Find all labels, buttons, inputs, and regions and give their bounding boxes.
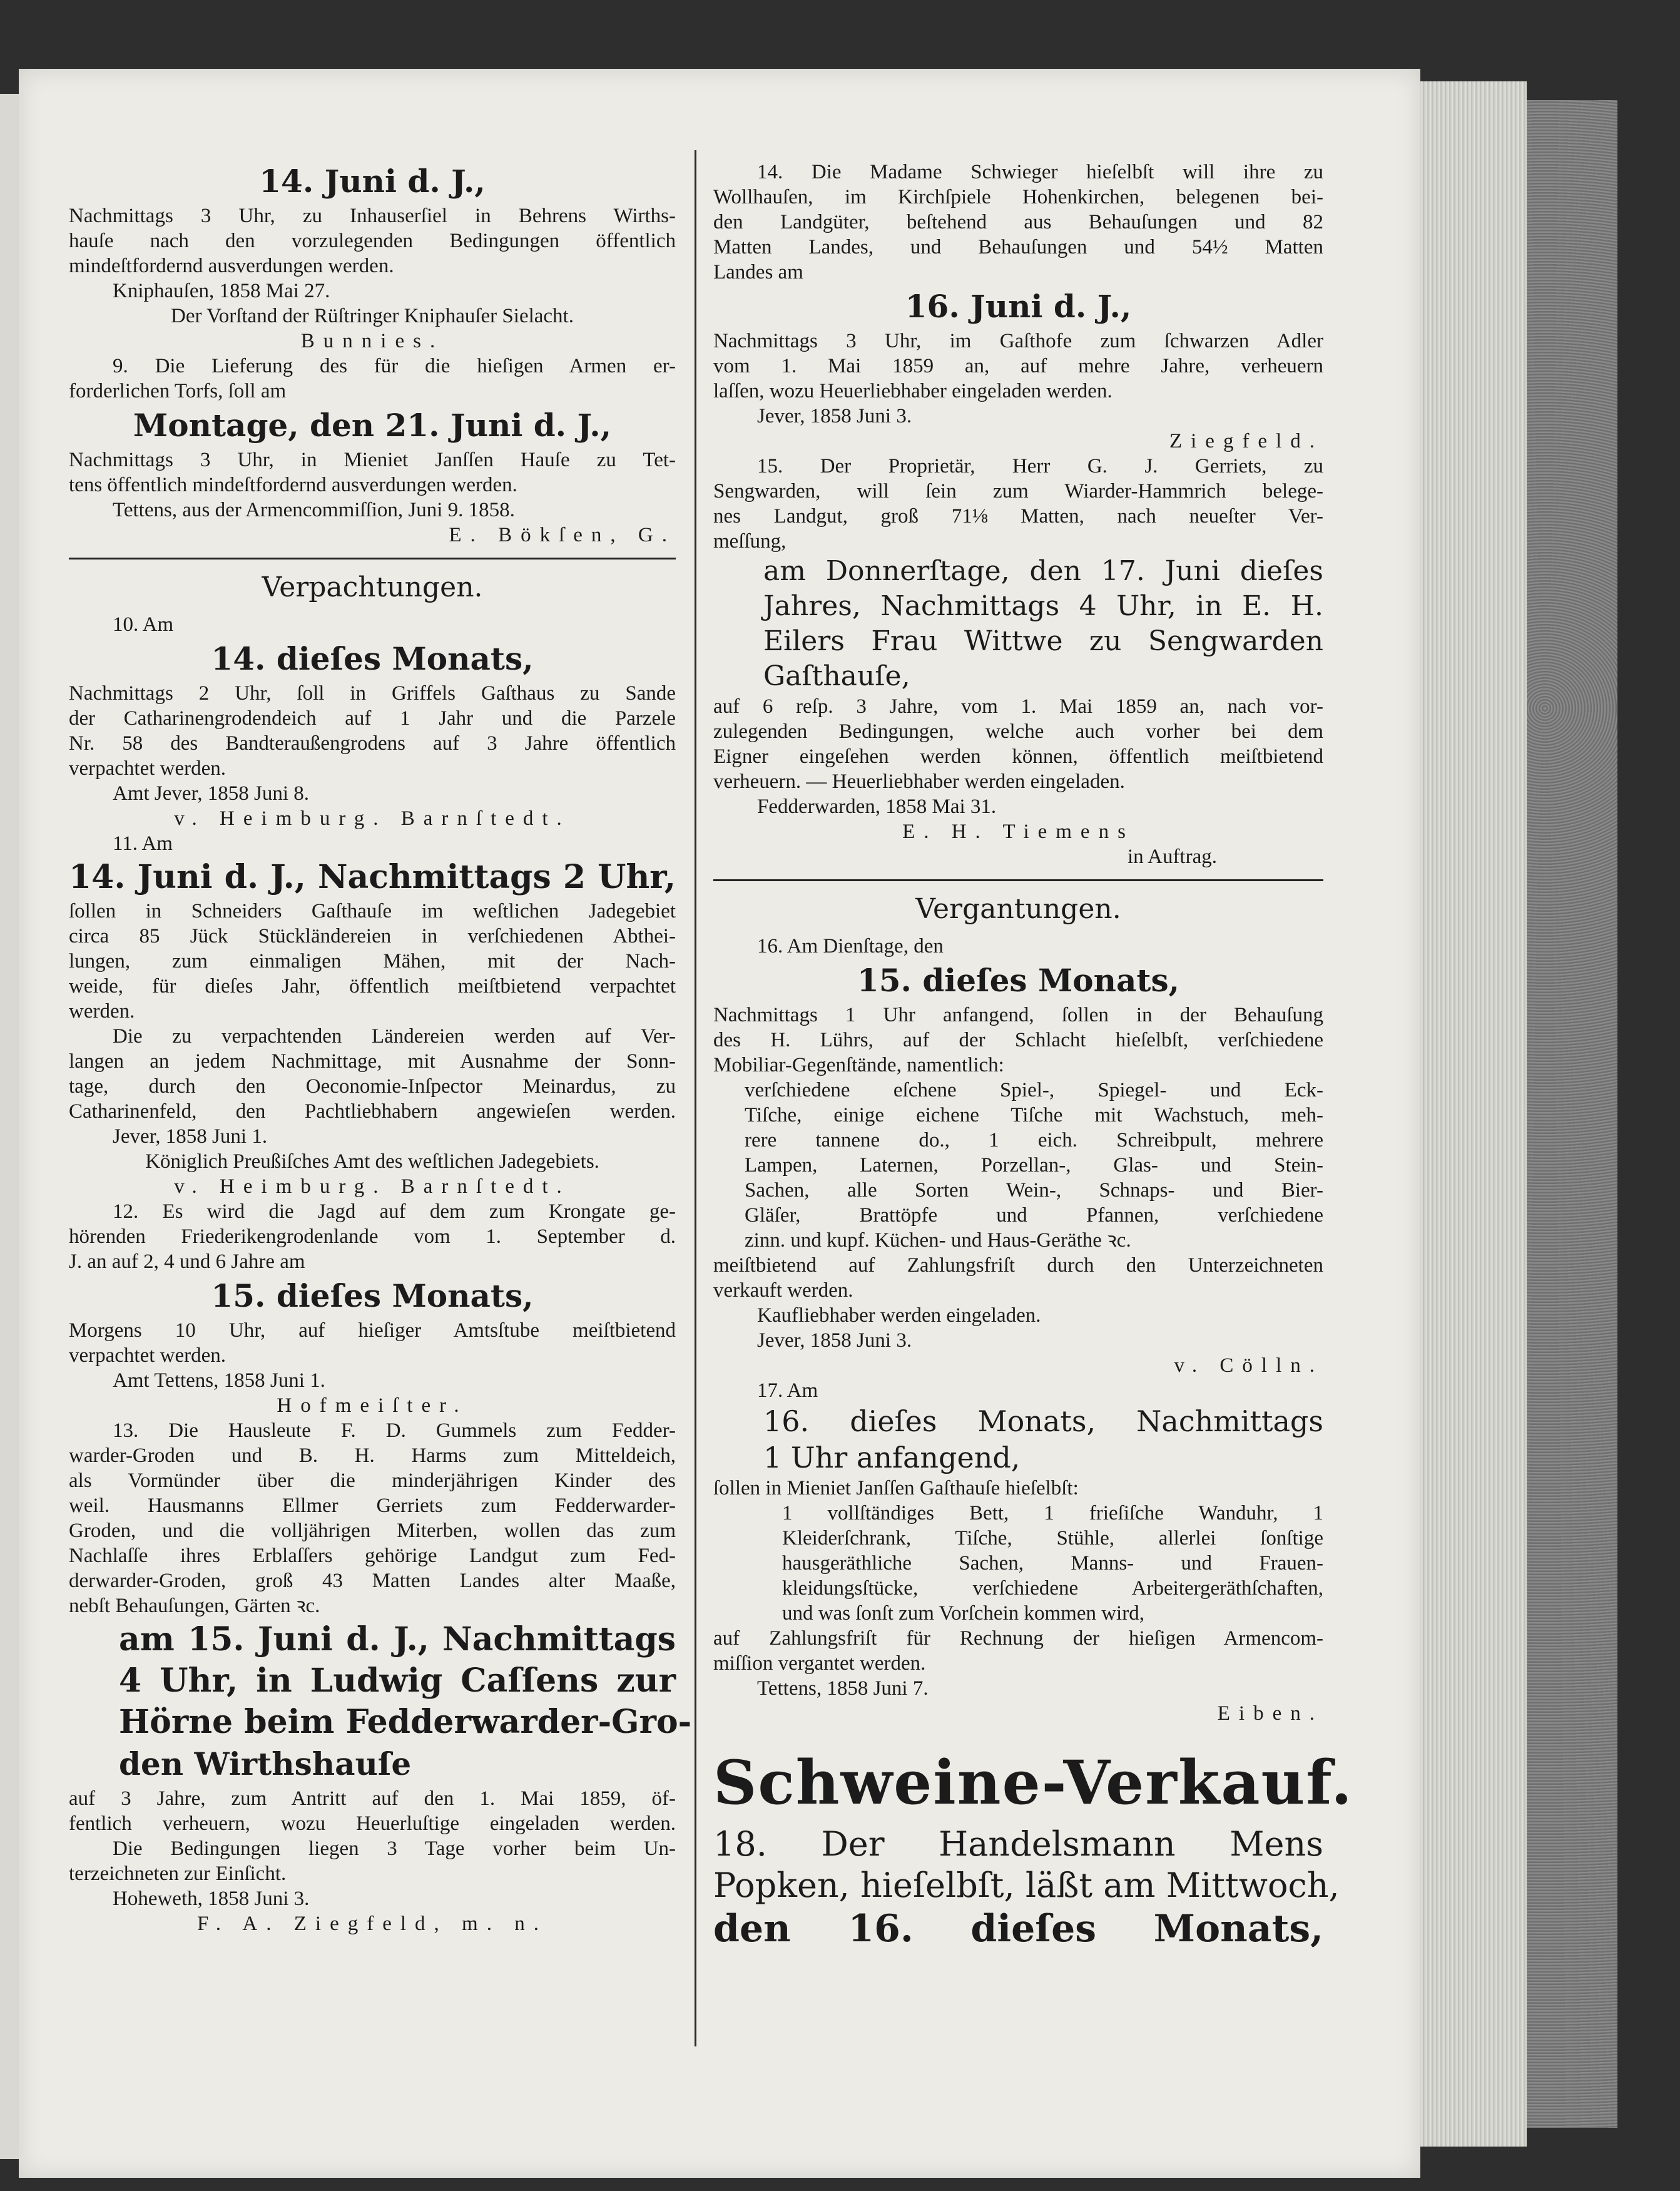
notice-date-heading: Gaſthauſe, [763,660,910,692]
text-line: Gläſer, Brattöpfe und Pfannen, verſchiedene [745,1204,1323,1227]
text-line: verpachtet werden. [69,1344,227,1367]
text-line: zinn. und kupf. Küchen- und Haus-Geräthe ꝛc. [745,1229,1131,1252]
notice-date-heading: Hörne beim Fedderwarder-Gro- [119,1703,692,1741]
text-line: laſſen, wozu Heuerliebhaber eingeladen werden. [713,380,1112,402]
text-line: Tettens, aus der Armencommiſſion, Juni 9. 1858. [113,499,515,521]
section-title: Vergantungen. [915,893,1121,925]
advertisement-banner: Schweine-Verkauf. [713,1747,1353,1818]
text-line: Matten Landes, und Behauſungen und 54½ Matten [713,236,1323,258]
text-line: Sengwarden, will ſein zum Wiarder-Hammrich belege- [713,480,1323,503]
text-line: rere tannene do., 1 eich. Schreibpult, mehrere [745,1129,1323,1152]
signature: v. Cölln. [1174,1354,1323,1377]
text-line: Tiſche, einige eichene Tiſche mit Wachstuch, meh- [745,1104,1323,1126]
text-line: verkauft werden. [713,1279,853,1302]
text-line: 10. Am [113,613,174,636]
text-line: Wollhauſen, im Kirchſpiele Hohenkirchen, belegenen bei- [713,186,1323,208]
text-line: Morgens 10 Uhr, auf hieſiger Amtsſtube meiſtbietend [69,1319,676,1342]
left-column [69,160,692,1936]
text-line: Königlich Preußiſches Amt des weſtlichen Jadegebiets. [145,1150,599,1173]
text-line: Nachlaſſe ihres Erblaſſers gehörige Landgut zum Fed- [69,1545,676,1567]
notice-date-heading: den Wirthshauſe [119,1745,412,1782]
text-line: Nr. 58 des Bandteraußengrodens auf 3 Jahre öffentlich [69,732,676,755]
notice-date-heading: Eilers Frau Wittwe zu Sengwarden [763,625,1323,657]
advertisement-line: den 16. dieſes Monats, [713,1907,1323,1951]
signature: Eiben. [1217,1702,1323,1725]
notice-date-heading: 15. dieſes Monats, [857,962,1180,999]
text-line: Amt Tettens, 1858 Juni 1. [113,1369,325,1392]
text-line: als Vormünder über die minderjährigen Kinder des [69,1469,676,1492]
text-line: zulegenden Bedingungen, welche auch vorher bei dem [713,720,1323,743]
text-line: Lampen, Laternen, Porzellan-, Glas- und Stein- [745,1154,1323,1177]
text-line: Hoheweth, 1858 Juni 3. [113,1887,310,1910]
text-line: den Landgüter, beſtehend aus Behauſungen und 82 [713,211,1323,233]
text-line: kleidungsſtücke, verſchiedene Arbeitergeräthſchaften, [782,1577,1323,1600]
text-line: tens öffentlich mindeſtfordernd ausverdungen werden. [69,474,517,496]
notice-date-heading: 14. Juni d. J., [259,163,486,200]
signature: E. Bökſen, G. [449,524,676,546]
section-title: Verpachtungen. [262,571,483,603]
advertisement-line: 18. Der Handelsmann Mens [713,1824,1323,1864]
notice-date-heading: am Donnerſtage, den 17. Juni dieſes [763,555,1323,587]
notice-date-heading: am 15. Juni d. J., Nachmittags [119,1620,676,1658]
text-line: hausgeräthliche Sachen, Manns- und Frauen- [782,1552,1323,1575]
text-line: nebſt Behauſungen, Gärten ꝛc. [69,1595,320,1617]
text-line: Die zu verpachtenden Ländereien werden auf Ver- [113,1025,676,1048]
text-line: lungen, zum einmaligen Mähen, mit der Nach- [69,950,676,973]
text-line: terzeichneten zur Einſicht. [69,1862,287,1885]
text-line: auf Zahlungsfriſt für Rechnung der hieſigen Armencom- [713,1627,1323,1650]
text-line: Tettens, 1858 Juni 7. [757,1677,929,1700]
book-cover [1527,100,1617,2128]
notice-date-heading: Jahres, Nachmittags 4 Uhr, in E. H. [763,590,1323,622]
right-column [713,160,1353,1951]
text-line: hörenden Friederikengrodenlande vom 1. September d. [69,1225,676,1248]
text-line: mindeſtfordernd ausverdungen werden. [69,255,394,277]
text-line: tage, durch den Oeconomie-Inſpector Meinardus, zu [69,1075,676,1098]
text-line: verheuern. — Heuerliebhaber werden eingeladen. [713,770,1125,793]
text-line: ſollen in Mieniet Janſſen Gaſthauſe hieſelbſt: [713,1477,1079,1499]
text-line: warder-Groden und B. H. Harms zum Mitteldeich, [69,1444,676,1467]
text-line: Sachen, alle Sorten Wein-, Schnaps- und Bier- [745,1179,1323,1202]
notice-date-heading: 16. Juni d. J., [905,288,1132,325]
notice-date-heading: 15. dieſes Monats, [211,1277,534,1314]
text-line: miſſion vergantet werden. [713,1652,926,1675]
text-line: verpachtet werden. [69,757,227,780]
text-line: Nachmittags 3 Uhr, in Mieniet Janſſen Hauſe zu Tet- [69,449,676,471]
text-line: der Catharinengrodendeich auf 1 Jahr und die Parzele [69,707,676,730]
text-line: des H. Lührs, auf der Schlacht hieſelbſt, verſchiedene [713,1029,1323,1051]
text-line: in Auftrag. [1128,845,1217,868]
text-line: Jever, 1858 Juni 3. [757,405,912,427]
signature: Hofmeiſter. [277,1394,468,1417]
column-divider [695,150,696,2046]
notice-date-heading: 14. Juni d. J., Nachmittags 2 Uhr, [69,858,676,896]
text-line: Nachmittags 3 Uhr, im Gaſthofe zum ſchwarzen Adler [713,330,1323,352]
signature: v. Heimburg. Barnſtedt. [174,1175,571,1198]
text-line: Groden, und die volljährigen Miterben, wollen das zum [69,1519,676,1542]
text-line: nes Landgut, groß 71⅛ Matten, nach neueſter Ver- [713,505,1323,528]
text-line: Nachmittags 2 Uhr, ſoll in Griffels Gaſthaus zu Sande [69,682,676,705]
signature: v. Heimburg. Barnſtedt. [174,807,571,830]
text-line: fentlich verheuern, wozu Heuerluſtige eingeladen werden. [69,1812,676,1835]
text-line: Amt Jever, 1858 Juni 8. [113,782,309,805]
text-line: Catharinenfeld, den Pachtliebhabern angewieſen werden. [69,1100,676,1123]
text-line: vom 1. Mai 1859 an, auf mehre Jahre, verheuern [713,355,1323,377]
text-line: auf 6 reſp. 3 Jahre, vom 1. Mai 1859 an, nach vor- [713,695,1323,718]
text-line: circa 85 Jück Stückländereien in verſchiedenen Abthei- [69,925,676,947]
text-line: 9. Die Lieferung des für die hieſigen Armen er- [113,355,676,377]
text-line: meſſung, [713,530,787,553]
text-line: Kaufliebhaber werden eingeladen. [757,1304,1041,1327]
section-rule [713,879,1323,881]
text-line: Die Bedingungen liegen 3 Tage vorher beim Un- [113,1837,676,1860]
notice-date-heading: Montage, den 21. Juni d. J., [133,407,612,444]
notice-date-heading: 16. dieſes Monats, Nachmittags [763,1404,1323,1438]
text-line: langen an jedem Nachmittage, mit Ausnahme der Sonn- [69,1050,676,1073]
advertisement-line: Popken, hieſelbſt, läßt am Mittwoch, [713,1866,1340,1905]
text-line: 13. Die Hausleute F. D. Gummels zum Fedder- [113,1419,676,1442]
text-line: Mobiliar-Gegenſtände, namentlich: [713,1054,1004,1076]
text-line: Kniphauſen, 1858 Mai 27. [113,280,330,302]
text-line: und was ſonſt zum Vorſchein kommen wird, [782,1602,1144,1625]
text-line: Kleiderſchrank, Tiſche, Stühle, allerlei ſonſtige [782,1527,1323,1550]
text-line: Landes am [713,261,803,283]
text-line: werden. [69,1000,135,1023]
text-line: meiſtbietend auf Zahlungsfriſt durch den Unterzeichneten [713,1254,1323,1277]
text-line: 17. Am [757,1379,818,1402]
text-line: forderlichen Torfs, ſoll am [69,380,287,402]
text-line: Fedderwarden, 1858 Mai 31. [757,795,997,818]
text-line: 12. Es wird die Jagd auf dem zum Krongate ge- [113,1200,676,1223]
signature: Bunnies. [300,330,444,352]
page-edges [1420,81,1527,2147]
text-line: Jever, 1858 Juni 1. [113,1125,268,1148]
text-line: ſollen in Schneiders Gaſthauſe im weſtlichen Jadegebiet [69,900,676,922]
text-line: Eigner eingeſehen werden können, öffentlich meiſtbietend [713,745,1323,768]
text-line: weide, für dieſes Jahr, öffentlich meiſtbietend verpachtet [69,975,676,998]
text-line: 15. Der Proprietär, Herr G. J. Gerriets, zu [757,455,1323,478]
text-line: Jever, 1858 Juni 3. [757,1329,912,1352]
signature: F. A. Ziegfeld, m. n. [197,1913,547,1935]
notice-date-heading: 1 Uhr anfangend, [763,1441,1021,1474]
text-line: 14. Die Madame Schwieger hieſelbſt will ihre zu [757,161,1323,183]
signature: Ziegfeld. [1169,430,1323,452]
text-line: weil. Hausmanns Ellmer Gerriets zum Fedderwarder- [69,1494,676,1517]
text-line: 1 vollſtändiges Bett, 1 frieſiſche Wanduhr, 1 [782,1502,1323,1525]
text-line: Nachmittags 1 Uhr anfangend, ſollen in der Behauſung [713,1004,1323,1026]
text-line: 11. Am [113,832,173,855]
text-line: derwarder-Groden, groß 43 Matten Landes alter Maaße, [69,1570,676,1592]
signature: E. H. Tiemens [902,820,1134,843]
previous-page-edge [0,94,19,2159]
text-line: 16. Am Dienſtage, den [757,935,944,958]
text-line: Der Vorſtand der Rüſtringer Kniphauſer Sielacht. [171,305,574,327]
text-line: Nachmittags 3 Uhr, zu Inhauserſiel in Behrens Wirths- [69,205,676,227]
text-line: verſchiedene eſchene Spiel-, Spiegel- und Eck- [745,1079,1323,1101]
section-rule [69,558,676,559]
notice-date-heading: 4 Uhr, in Ludwig Caſſens zur [119,1662,676,1700]
text-line: auf 3 Jahre, zum Antritt auf den 1. Mai 1859, öf- [69,1787,676,1810]
text-line: J. an auf 2, 4 und 6 Jahre am [69,1250,305,1273]
notice-date-heading: 14. dieſes Monats, [211,640,534,677]
text-line: hauſe nach den vorzulegenden Bedingungen öffentlich [69,230,676,252]
